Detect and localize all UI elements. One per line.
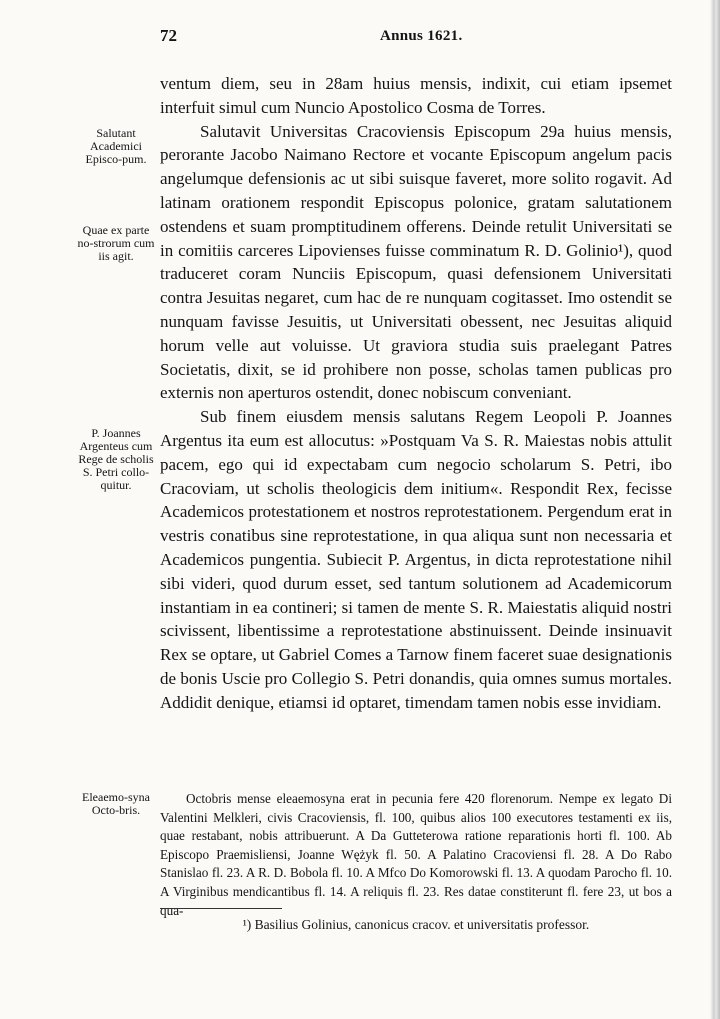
running-head: Annus 1621. bbox=[380, 28, 463, 44]
margin-note-argenteus: P. Joannes Argenteus cum Rege de scholis S. Petri collo-quitur. bbox=[78, 426, 154, 492]
paragraph-octobris: Octobris mense eleaemosyna erat in pecunia fere 420 florenorum. Nempe ex legato Di Valentini Melkleri, civis Cracoviensis, fl. 100, quibus alios 100 executores testamenti ex iis, quae restabant, nobis attribuerunt. A Da Gutteterowa ratione reparationis horti fl. 100. Ab Episcopo Praemisliensi, Joanne Wężyk fl. 50. A Palatino Cracoviensi fl. 28. A Do Rabo Stanislao fl. 23. A R. D. Bobola fl. 10. A Mfco Do Komorowski fl. 13. A quodam Parocho fl. 10. A Virginibus mendicantibus fl. 14. A reliquis fl. 23. Res datae constiterunt fl. fere 23, ut bos a qua- bbox=[160, 791, 672, 918]
footnote-rule bbox=[160, 908, 282, 909]
paragraph-salutavit: Salutavit Universitas Cracoviensis Episcopum 29a huius mensis, perorante Jacobo Naimano Rectore et vocante Episcopum angelum pacis angelumque defensionis ac ut sibi suisque faveret, more solito rogavit. Ad latinam orationem respondit Episcopus polonice, gratam salutationem ostendens et suam promptitudinem offerens. Deinde retulit Universitati se in comitiis carceres Lipovienses fuisse comminatum R. D. Golinio¹), quod traduceret coram Nunciis Episcopum, quasi defensionem Universitati contra Jesuitas negaret, cum hac de re nunquam cogitasset. Imo ostendit se nunquam favisse Jesuitis, ut Universitati obessent, nec Jesuitas aliquid horum velle aut voluisse. Ut graviora studia suis praelegant Patres Societatis, dixit, se id prohibere non posse, scholas tamen publicas pro externis non aperturos ostendit, donec nobiscum conveniant. bbox=[160, 121, 672, 403]
small-print-paragraph bbox=[160, 790, 672, 920]
paragraph-sub-finem: Sub finem eiusdem mensis salutans Regem Leopoli P. Joannes Argentus ita eum est allocutus: »Postquam Va S. R. Maiestas nobis attulit pacem, ego qui id expectabam cum negocio scholarum S. Petri, ibo Cracoviam, ut scholis theologicis dem initium«. Respondit Rex, fecisse Academicos protestationem et nostros reprotestationem. Pergendum erat in vestris conatibus sine reprotestatione, in qua aliqua sunt non necessaria et Academicos pungentia. Subiecit P. Argentus, in dicta reprotestatione nihil sibi videri, quod durum esset, sed tantum solutionem ad Academicorum instantiam in ea contineri; si tamen de mente S. R. Maiestatis aliquid nostri scivissent, libentissime a reprotestatione abstinuissent. Deinde insinuavit Rex se optare, ut Gabriel Comes a Tarnow finem faceret suae designationis de bonis Uscie pro Collegio S. Petri donandis, quia omnes sumus mortales. Addidit denique, etiamsi id optaret, timendam tamen nobis esse invidiam. bbox=[160, 407, 672, 712]
main-text bbox=[160, 72, 672, 715]
paragraph-continuation: ventum diem, seu in 28am huius mensis, indixit, cui etiam ipsemet interfuit simul cum Nuncio Apostolico Cosma de Torres. bbox=[160, 74, 672, 117]
page-edge-shadow bbox=[710, 0, 720, 1019]
page-number: 72 bbox=[160, 26, 177, 45]
margin-note-eleaemosyna: Eleaemo-syna Octo-bris. bbox=[82, 790, 150, 817]
margin-note-salutant: Salutant Academici Episco-pum. bbox=[85, 126, 147, 166]
footnote: ¹) Basilius Golinius, canonicus cracov. et universitatis professor. bbox=[242, 917, 590, 932]
margin-note-quae-ex-parte: Quae ex parte no-strorum cum iis agit. bbox=[77, 223, 155, 263]
